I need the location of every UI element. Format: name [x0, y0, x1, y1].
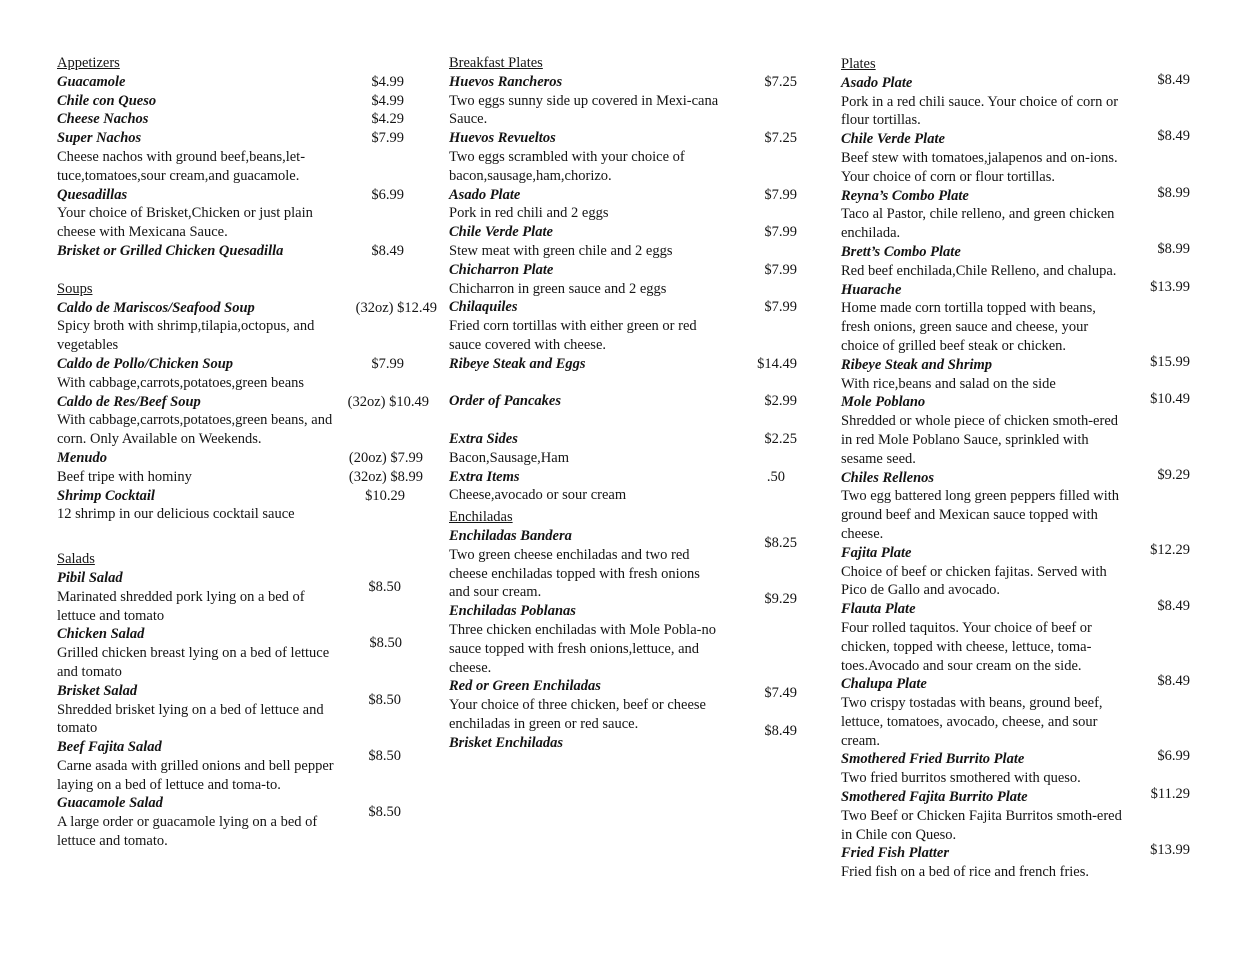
- item-name: Smothered Fried Burrito Plate: [841, 751, 1025, 768]
- item-description: Shredded brisket lying on a bed of lettuce and tomato: [57, 701, 324, 737]
- item-name: Menudo: [57, 449, 107, 466]
- item-name: Chicken Salad: [57, 626, 145, 643]
- menu-column-left: [57, 54, 437, 851]
- item-name: Ribeye Steak and Eggs: [449, 355, 586, 372]
- menu-item: [841, 278, 1196, 356]
- item-name: Chile Verde Plate: [449, 224, 553, 241]
- item-price: $7.99: [764, 299, 797, 316]
- item-price: $8.49: [1157, 598, 1190, 615]
- menu-item: [841, 844, 1196, 882]
- item-description: Three chicken enchiladas with Mole Pobla-no sauce topped with fresh onions,lettuce, and cheese.: [449, 621, 716, 676]
- item-name: Fajita Plate: [841, 544, 912, 561]
- section-heading: Enchiladas: [449, 509, 513, 526]
- item-name: Flauta Plate: [841, 601, 916, 618]
- section-appetizers: [57, 54, 437, 261]
- item-name: Guacamole Salad: [57, 795, 163, 812]
- item-price: $8.50: [369, 635, 402, 652]
- item-price: $8.99: [1157, 184, 1190, 201]
- item-description: Taco al Pastor, chile relleno, and green chicken enchilada.: [841, 206, 1115, 242]
- menu-column-right: [841, 55, 1196, 882]
- menu-item: [57, 355, 437, 393]
- menu-item: [841, 750, 1196, 788]
- item-description: Chicharron in green sauce and 2 eggs: [449, 280, 667, 297]
- item-price: $7.99: [371, 355, 404, 372]
- item-price: $8.49: [1157, 71, 1190, 88]
- section-soups: [57, 280, 437, 524]
- item-price: $14.49: [757, 355, 797, 372]
- item-name: Huevos Rancheros: [449, 73, 563, 90]
- item-name: Extra Sides: [449, 430, 518, 447]
- menu-item: [57, 738, 437, 794]
- item-price: (32oz) $12.49: [355, 299, 437, 316]
- menu-item: [449, 430, 801, 468]
- item-price: $8.49: [1157, 673, 1190, 690]
- item-name: Huarache: [841, 281, 902, 298]
- menu-item: [57, 92, 437, 111]
- menu-item: [449, 223, 801, 261]
- menu-item: [841, 788, 1196, 844]
- menu-item: [449, 722, 801, 753]
- item-price: $7.25: [764, 73, 797, 90]
- item-price: $12.29: [1150, 541, 1190, 558]
- item-price: $8.50: [368, 804, 401, 821]
- menu-item: [841, 393, 1196, 468]
- item-name: Enchiladas Bandera: [449, 527, 572, 544]
- item-description: Two egg battered long green peppers filled with ground beef and Mexican sauce topped with cheese.: [841, 488, 1120, 542]
- item-price: $8.25: [764, 534, 797, 551]
- menu-item: [841, 541, 1196, 600]
- menu-item: [841, 675, 1196, 750]
- item-name: Asado Plate: [841, 74, 913, 91]
- item-name: Shrimp Cocktail: [57, 487, 155, 504]
- menu-item: [449, 355, 801, 374]
- item-price: (20oz) $7.99: [348, 449, 423, 466]
- menu-item: [841, 600, 1196, 675]
- item-price: $7.99: [764, 186, 797, 203]
- item-price: $13.99: [1150, 842, 1190, 859]
- item-price: $9.29: [1157, 466, 1190, 483]
- item-name: Chilaquiles: [449, 299, 518, 316]
- item-name: Fried Fish Platter: [841, 845, 949, 862]
- menu-item: [449, 298, 801, 354]
- section-salads: [57, 550, 437, 851]
- item-description: Pork in a red chili sauce. Your choice of corn or flour tortillas.: [841, 93, 1119, 129]
- menu-item: [57, 682, 437, 738]
- section-heading: Plates: [841, 56, 876, 72]
- item-description: Fried fish on a bed of rice and french fries.: [841, 864, 1090, 881]
- menu-item: [841, 130, 1196, 186]
- item-price: $8.50: [368, 748, 401, 765]
- item-description: Carne asada with grilled onions and bell pepper laying on a bed of lettuce and toma-to.: [57, 757, 334, 793]
- item-name: Enchiladas Poblanas: [449, 603, 576, 620]
- menu-item: [841, 466, 1196, 544]
- menu-item: [449, 392, 801, 411]
- menu-item: [57, 487, 437, 525]
- menu-column-middle: [449, 54, 801, 752]
- section-heading: Appetizers: [57, 55, 120, 71]
- menu-item: [449, 73, 801, 129]
- item-price: $8.49: [764, 722, 797, 739]
- item-price: $2.99: [764, 393, 797, 410]
- item-description: Cheese nachos with ground beef,beans,let-tuce,tomatoes,sour cream,and guacamole.: [57, 148, 306, 184]
- item-name: Extra Items: [449, 468, 520, 485]
- menu-item: [841, 71, 1196, 130]
- item-description: Red beef enchilada,Chile Relleno, and chalupa.: [841, 262, 1117, 279]
- item-name: Quesadillas: [57, 186, 128, 203]
- item-price: $9.29: [764, 591, 797, 608]
- item-price: $7.49: [764, 685, 797, 702]
- item-description: Two eggs sunny side up covered in Mexi-cana Sauce.: [449, 92, 719, 128]
- item-name: Brett’s Combo Plate: [841, 243, 961, 260]
- section-heading: Breakfast Plates: [449, 55, 543, 71]
- item-name: Huevos Revueltos: [449, 130, 556, 147]
- item-name: Caldo de Pollo/Chicken Soup: [57, 355, 234, 372]
- item-description: 12 shrimp in our delicious cocktail sauce: [57, 506, 295, 523]
- item-price: .50: [766, 468, 785, 485]
- item-description: Cheese,avocado or sour cream: [449, 487, 627, 504]
- item-description: Grilled chicken breast lying on a bed of lettuce and tomato: [57, 645, 330, 680]
- item-price: $4.99: [371, 73, 404, 90]
- item-description: Spicy broth with shrimp,tilapia,octopus, and vegetables: [57, 318, 315, 354]
- item-description: With cabbage,carrots,potatoes,green beans, and corn. Only Available on Weekends.: [57, 412, 333, 448]
- section-plates: [841, 55, 1196, 882]
- menu-item: [57, 242, 437, 261]
- item-price: $4.99: [371, 92, 404, 109]
- menu-item: [449, 129, 801, 185]
- menu-item: [449, 527, 801, 602]
- item-name: Caldo de Mariscos/Seafood Soup: [57, 299, 255, 316]
- section-heading: Soups: [57, 280, 93, 297]
- item-name: Chalupa Plate: [841, 676, 927, 693]
- item-name: Chicharron Plate: [449, 261, 554, 278]
- item-name: Guacamole: [57, 73, 126, 90]
- item-name: Brisket or Grilled Chicken Quesadilla: [57, 242, 284, 259]
- item-name: Super Nachos: [57, 130, 142, 147]
- item-price: $4.29: [371, 111, 404, 128]
- item-description: Two Beef or Chicken Fajita Burritos smoth-ered in Chile con Queso.: [841, 807, 1122, 843]
- menu-item: [449, 261, 801, 299]
- item-description: Two green cheese enchiladas and two red cheese enchiladas topped with fresh onions and sour cream.: [449, 546, 700, 601]
- menu-item: [841, 353, 1196, 394]
- item-price: $11.29: [1150, 786, 1190, 803]
- item-name: Caldo de Res/Beef Soup: [57, 393, 201, 410]
- item-description: Beef stew with tomatoes,jalapenos and on-ions. Your choice of corn or flour tortillas.: [841, 149, 1118, 185]
- section-enchiladas: [449, 508, 801, 752]
- item-description: With cabbage,carrots,potatoes,green beans: [57, 374, 305, 391]
- item-price: $6.99: [1157, 748, 1190, 765]
- item-price: $8.50: [368, 578, 401, 595]
- item-price: $8.49: [371, 242, 404, 259]
- item-description: Four rolled taquitos. Your choice of beef or chicken, topped with cheese, lettuce, toma-toes.Avocado and sour cream on the side.: [841, 619, 1092, 674]
- item-price: $8.50: [368, 691, 401, 708]
- section-breakfast-plates: [449, 54, 801, 505]
- menu-item: [449, 186, 801, 224]
- item-price: $7.99: [764, 261, 797, 278]
- item-name: Mole Poblano: [841, 394, 926, 411]
- item-price: $7.25: [764, 130, 797, 147]
- menu-item: [449, 591, 801, 677]
- menu-item: [57, 625, 437, 681]
- item-description: Marinated shredded pork lying on a bed of lettuce and tomato: [57, 588, 305, 624]
- item-price: $13.99: [1150, 278, 1190, 295]
- menu-item: [57, 73, 437, 92]
- menu-item: [57, 393, 437, 449]
- item-price: $7.99: [764, 224, 797, 241]
- item-name: Beef Fajita Salad: [57, 739, 162, 756]
- item-name: Brisket Salad: [57, 682, 138, 699]
- item-description: Two eggs scrambled with your choice of bacon,sausage,ham,chorizo.: [449, 148, 685, 184]
- item-price: $10.49: [1150, 391, 1190, 408]
- menu-item: [57, 129, 437, 185]
- item-name: Ribeye Steak and Shrimp: [841, 356, 993, 373]
- item-description: Home made corn tortilla topped with beans, fresh onions, green sauce and cheese, your choice of grilled beef steak or chicken.: [841, 300, 1096, 354]
- item-description: Pork in red chili and 2 eggs: [449, 205, 609, 222]
- item-name: Chiles Rellenos: [841, 469, 935, 486]
- item-description: With rice,beans and salad on the side: [841, 375, 1056, 392]
- item-name: Chile Verde Plate: [841, 131, 945, 148]
- item-description: A large order or guacamole lying on a bed of lettuce and tomato.: [57, 814, 318, 850]
- item-description: Shredded or whole piece of chicken smoth-ered in red Mole Poblano Sauce, sprinkled with sesame seed.: [841, 413, 1119, 467]
- item-description: Beef tripe with hominy: [57, 468, 192, 485]
- item-description: Bacon,Sausage,Ham: [449, 449, 569, 466]
- section-heading: Salads: [57, 551, 95, 568]
- item-name: Reyna’s Combo Plate: [841, 187, 969, 204]
- menu-item: [57, 449, 437, 487]
- item-name: Chile con Queso: [57, 92, 157, 109]
- item-price-large: (32oz) $8.99: [348, 468, 423, 485]
- menu-item: [57, 794, 437, 850]
- menu-item: [57, 569, 437, 625]
- item-name: Order of Pancakes: [449, 393, 561, 410]
- menu-item: [57, 186, 437, 242]
- item-description: Choice of beef or chicken fajitas. Served with Pico de Gallo and avocado.: [841, 563, 1107, 599]
- menu-item: [841, 184, 1196, 243]
- item-price: $7.99: [371, 130, 404, 147]
- item-price: $10.29: [365, 487, 405, 504]
- item-price: $6.99: [371, 186, 404, 203]
- item-description: Your choice of three chicken, beef or cheese enchiladas in green or red sauce.: [449, 697, 706, 732]
- menu-item: [57, 110, 437, 129]
- menu-item: [449, 677, 801, 733]
- item-name: Asado Plate: [449, 186, 521, 203]
- item-description: Two crispy tostadas with beans, ground beef, lettuce, tomatoes, avocado, cheese, and sour cream.: [841, 695, 1103, 749]
- item-price: $8.99: [1157, 240, 1190, 257]
- item-description: Stew meat with green chile and 2 eggs: [449, 242, 673, 259]
- item-name: Red or Green Enchiladas: [449, 678, 601, 695]
- item-description: Your choice of Brisket,Chicken or just plain cheese with Mexicana Sauce.: [57, 205, 313, 241]
- menu-item: [449, 468, 801, 506]
- item-price: $8.49: [1157, 128, 1190, 145]
- item-description: Fried corn tortillas with either green or red sauce covered with cheese.: [449, 318, 697, 353]
- item-price: $15.99: [1150, 353, 1190, 370]
- item-description: Two fried burritos smothered with queso.: [841, 770, 1081, 787]
- item-name: Brisket Enchiladas: [449, 734, 564, 751]
- menu-item: [57, 299, 437, 355]
- item-name: Pibil Salad: [57, 569, 123, 586]
- item-price: $2.25: [764, 430, 797, 447]
- item-price: (32oz) $10.49: [347, 393, 429, 410]
- item-name: Cheese Nachos: [57, 111, 149, 128]
- item-name: Smothered Fajita Burrito Plate: [841, 789, 1028, 806]
- menu-item: [841, 240, 1196, 281]
